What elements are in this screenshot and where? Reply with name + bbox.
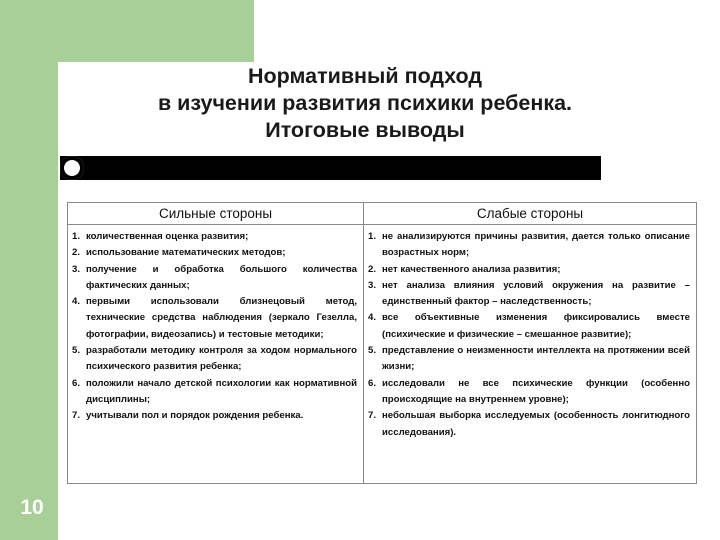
list-item [368,408,690,441]
list-item-text: нет анализа влияния условий окружения на развитие – единственный фактор – наследственность; [382,279,690,308]
list-item [72,229,357,245]
list-item-number: 6. [72,377,81,389]
list-item-number: 1. [72,231,81,242]
list-item-number: 4. [72,296,81,308]
list-item [72,245,357,261]
comparison-table [67,202,697,484]
strengths-column [68,203,364,483]
strengths-list [68,225,363,425]
list-item-text: положили начало детской психологии как нормативной дисциплины; [86,377,357,405]
title-line: Итоговые выводы [265,118,465,142]
list-item-number: 4. [368,312,377,324]
weaknesses-column [364,203,696,483]
list-item-number: 7. [368,410,377,422]
weaknesses-list [364,225,696,441]
list-item [72,262,357,295]
list-item-number: 5. [72,345,81,357]
title-line: в изучении развития психики ребенка. [157,91,573,115]
list-item [368,229,690,262]
list-item-text: получение и обработка большого количества фактических данных; [86,263,357,291]
list-item-text: количественная оценка развития; [86,231,249,242]
list-item-text: первыми использовали близнецовый метод, технические средства наблюдения (зеркало Гезелла, фотографии, видеозапись) и тестовые методики; [86,296,357,340]
list-item [368,278,690,311]
list-item-number: 3. [368,279,377,291]
list-item [72,343,357,376]
list-item-text: небольшая выборка исследуемых (особенность лонгитюдного исследования). [382,410,690,438]
list-item [72,408,357,424]
list-item-text: нет качественного анализа развития; [382,263,561,275]
title-rule-bar [60,156,601,180]
list-item [72,376,357,409]
list-item-number: 2. [72,247,81,259]
list-item-number: 1. [368,231,377,242]
list-item-text: представление о неизменности интеллекта на протяжении всей жизни; [382,345,690,373]
green-top-band [0,0,254,62]
list-item-number: 7. [72,410,81,422]
list-item [72,294,357,343]
list-item [368,310,690,343]
list-item [368,343,690,376]
slide-number: 10 [20,496,44,519]
weaknesses-header: Слабые стороны [364,203,696,225]
strengths-header: Сильные стороны [68,203,363,225]
list-item [368,262,690,278]
list-item-text: все объективные изменения фиксировались вместе (психические и физические – смешанное развитие); [382,312,690,340]
list-item-text: разработали методику контроля за ходом нормального психического развития ребенка; [86,345,357,373]
list-item-number: 3. [72,263,81,275]
list-item-text: исследовали не все психические функции (особенно происходящие на внутреннем уровне); [382,377,690,405]
title-line: Нормативный подход [248,64,482,88]
list-item [368,376,690,409]
list-item-text: учитывали пол и порядок рождения ребенка. [86,410,304,422]
green-side-band [0,0,58,540]
slide-title [100,63,630,144]
list-item-text: использование математических методов; [86,247,286,259]
list-item-number: 5. [368,345,377,357]
list-item-number: 2. [368,263,377,275]
list-item-text: не анализируются причины развития, дается только описание возрастных норм; [382,231,690,259]
list-item-number: 6. [368,377,377,389]
title-rule-knob [60,156,84,180]
